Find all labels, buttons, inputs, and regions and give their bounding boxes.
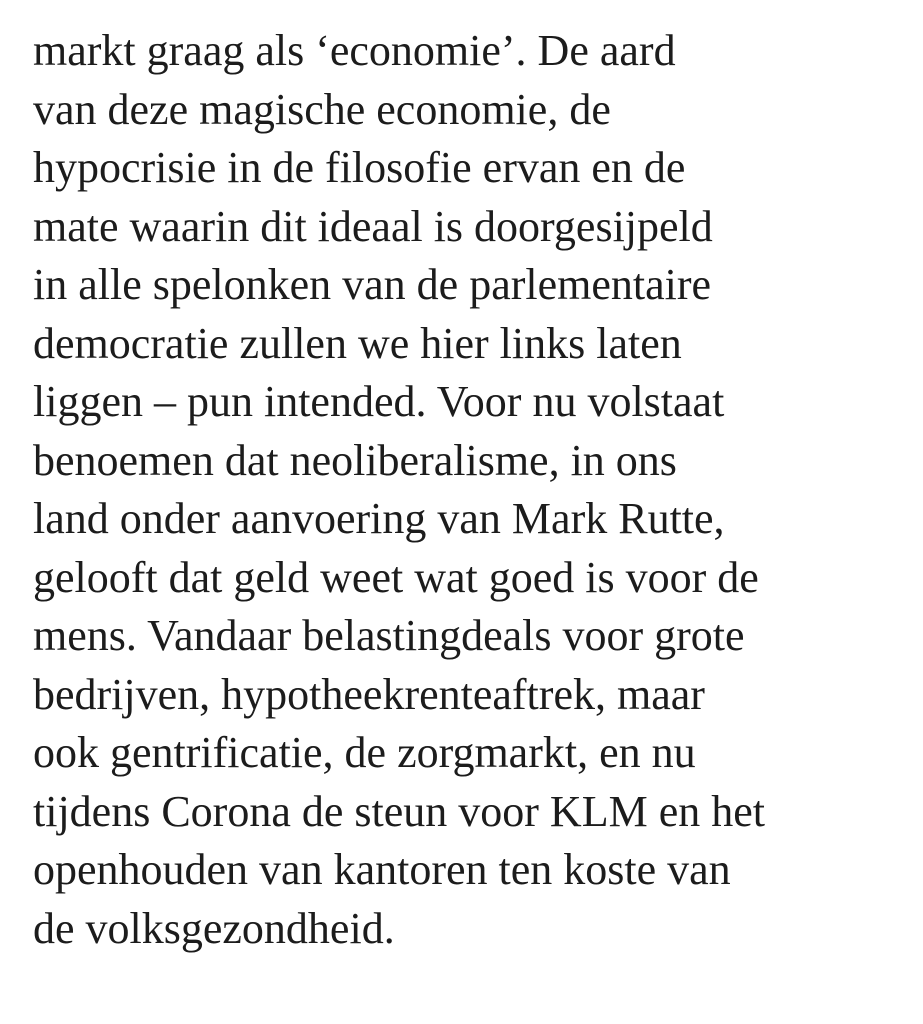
paragraph-line: van deze magische economie, de	[33, 84, 611, 134]
paragraph-line: liggen – pun intended. Voor nu volstaat	[33, 377, 725, 426]
paragraph-line: in alle spelonken van de parlementaire	[33, 260, 712, 309]
paragraph-line: mens. Vandaar belastingdeals voor grote	[33, 611, 745, 660]
paragraph-line: democratie zullen we hier links laten	[33, 318, 682, 368]
paragraph-line: openhouden van kantoren ten koste van	[33, 845, 731, 894]
paragraph-line: gelooft dat geld weet wat goed is voor de	[33, 552, 759, 602]
paragraph-line: mate waarin dit ideaal is doorgesijpeld	[33, 201, 713, 251]
article-paragraph	[33, 22, 913, 958]
paragraph-line: land onder aanvoering van Mark Rutte,	[33, 494, 725, 543]
paragraph-line: ook gentrificatie, de zorgmarkt, en nu	[33, 728, 696, 777]
paragraph-line: tijdens Corona de steun voor KLM en het	[33, 786, 765, 836]
paragraph-line: hypocrisie in de filosofie ervan en de	[33, 143, 686, 192]
paragraph-line: de volksgezondheid.	[33, 903, 395, 953]
paragraph-line: markt graag als ‘economie’. De aard	[33, 26, 676, 75]
paragraph-line: benoemen dat neoliberalisme, in ons	[33, 435, 677, 485]
paragraph-line: bedrijven, hypotheekrenteaftrek, maar	[33, 669, 705, 719]
